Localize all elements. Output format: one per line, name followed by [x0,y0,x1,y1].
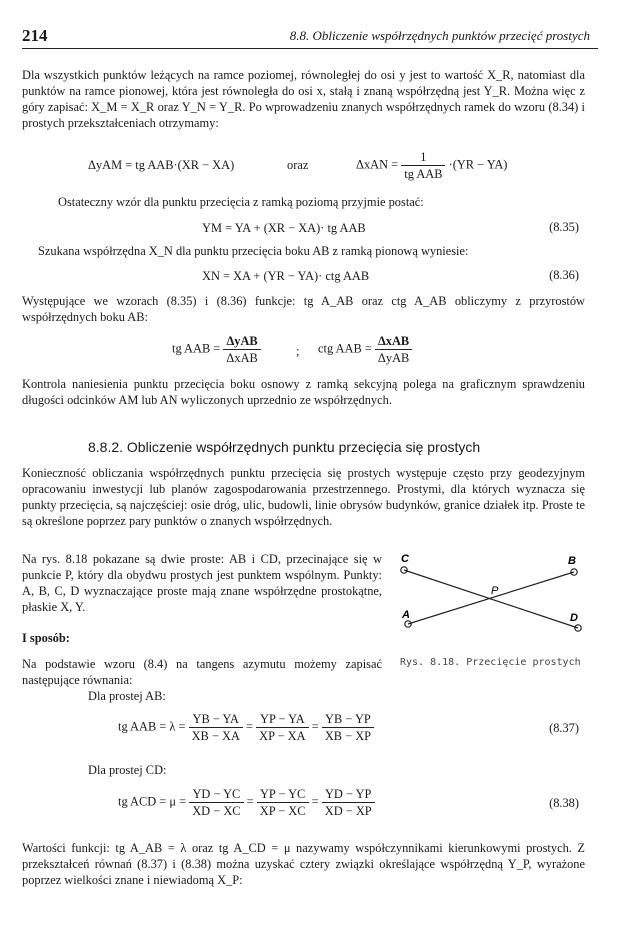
numerator: YB − YP [322,711,374,728]
fraction-1 [189,711,243,744]
page-number: 214 [22,26,48,45]
equation-tg-aab [172,333,261,366]
equation-lhs: ctg AAB = [318,341,372,356]
label-d: D [570,612,578,624]
equation-delta-x-an [356,149,507,182]
equation-number-8-36: (8.36) [549,268,579,282]
fraction-3 [322,711,374,744]
label-a: A [402,609,410,621]
denominator: XB − XA [191,729,240,743]
equation-lhs: tg ACD = μ = [118,794,187,809]
label-line-cd: Dla prostej CD: [88,763,167,777]
numerator: 1 [401,149,445,166]
fraction [401,149,445,182]
denominator: tg AAB [404,167,443,181]
equation-8-37 [118,711,374,744]
equation-lhs: tg AAB = λ = [118,719,186,734]
equation-8-36: XN = XA + (YR − YA)· ctg AAB [202,269,370,283]
paragraph-12: Wartości funkcji: tg A_AB = λ oraz tg A_CD = μ nazywamy współczynnikami kierunkowymi prostych. Z przekształceń równań (8.37) i (8.38) można uzyskać cztery związki określające współrzędną Y_P, wyrażone poprzez wielkości znane i niewiadomą X_P: [22,841,585,887]
denominator: XD − XP [324,804,372,818]
fraction-3 [322,786,375,819]
equation-number-8-38: (8.38) [549,796,579,810]
method-heading: I sposób: [22,631,70,645]
equation-separator: ; [296,344,300,358]
paragraph-5: Kontrola naniesienia punktu przecięcia boku osnowy z ramką sekcyjną polega na graficznym sprawdzeniu długości odcinków AM lub AN wyliczonych uprzednio ze współrzędnych. [22,377,585,407]
fraction-2 [256,711,308,744]
numerator: YP − YA [256,711,308,728]
section-heading: 8.8.2. Obliczenie współrzędnych punktu przecięcia się prostych [88,439,481,455]
numerator: YD − YC [189,786,243,803]
equation-oraz: oraz [287,158,309,172]
label-b: B [568,555,576,567]
label-p: P [491,585,499,597]
denominator: ΔxAB [226,351,258,365]
numerator: YB − YA [189,711,243,728]
equals-sign: = [311,794,319,809]
page-header [22,26,598,49]
equation-number-8-37: (8.37) [549,721,579,735]
equation-lhs: ΔxAN = [356,157,399,172]
numerator: YD − YP [322,786,375,803]
paragraph-6: Konieczność obliczania współrzędnych punktu przecięcia się prostych występuje często przy geodezyjnym opracowaniu inwestycji lub planów zagospodarowania przestrzennego. Prostymi, dla których wyznacza się punkty przecięcia, są najczęściej: osie dróg, ulic, budowli, linie obrysów budynków, granice działek itp. Proste te są określone poprzez pary punktów o znanych współrzędnych. [22,466,585,528]
equation-ctg-aab [318,333,412,366]
running-title: 8.8. Obliczenie współrzędnych punktów przecięć prostych [289,28,590,43]
denominator: XP − XA [259,729,306,743]
equation-lhs: tg AAB = [172,341,221,356]
denominator: ΔyAB [377,351,410,365]
denominator: XD − XC [192,804,241,818]
equation-8-35: YM = YA + (XR − XA)· tg AAB [202,221,366,235]
paragraph-7: Na rys. 8.18 pokazane są dwie proste: AB i CD, przecinające się w punkcie P, który dla obydwu prostych jest punktem wspólnym. Punkty: A, B, C, D wyznaczające proste mają znane współrzędne prostokątne, płaskie X, Y. [22,552,382,614]
denominator: XP − XC [259,804,306,818]
fraction [223,333,260,366]
label-line-ab: Dla prostej AB: [88,689,166,703]
figure-8-18 [392,552,592,672]
label-c: C [401,553,409,565]
paragraph-9: Na podstawie wzoru (8.4) na tangens azymutu możemy zapisać następujące równania: [22,657,382,687]
paragraph-3: Szukana współrzędna X_N dla punktu przecięcia boku AB z ramką pionową wyniesie: [38,244,469,258]
fraction-1 [189,786,243,819]
numerator: ΔyAB [223,333,260,350]
denominator: XB − XP [324,729,372,743]
fraction-2 [257,786,309,819]
equals-sign: = [246,794,254,809]
equation-number-8-35: (8.35) [549,220,579,234]
numerator: ΔxAB [375,333,412,350]
figure-caption: Rys. 8.18. Przecięcie prostych [400,657,581,668]
equation-tail: ·(YR − YA) [448,157,508,172]
numerator: YP − YC [257,786,309,803]
paragraph-2: Ostateczny wzór dla punktu przecięcia z ramką poziomą przyjmie postać: [58,195,424,209]
equation-delta-y-am: ΔyAM = tg AAB·(XR − XA) [88,158,235,172]
equals-sign: = [246,719,254,734]
paragraph-4: Występujące we wzorach (8.35) i (8.36) funkcje: tg A_AB oraz ctg A_AB obliczymy z przyrostów współrzędnych boku AB: [22,294,585,324]
equation-8-38 [118,786,375,819]
equals-sign: = [311,719,319,734]
fraction [375,333,412,366]
paragraph-1: Dla wszystkich punktów leżących na ramce poziomej, równoległej do osi y jest to wartość X_R, natomiast dla punktów na ramce pionowej, która jest równoległa do osi x, stałą i znaną współrzędną jest Y_R. Można więc z góry zapisać: X_M = X_R oraz Y_N = Y_R. Po wprowadzeniu znanych współrzędnych ramek do wzoru (8.34) i prostych przekształceniach otrzymamy: [22,68,585,130]
